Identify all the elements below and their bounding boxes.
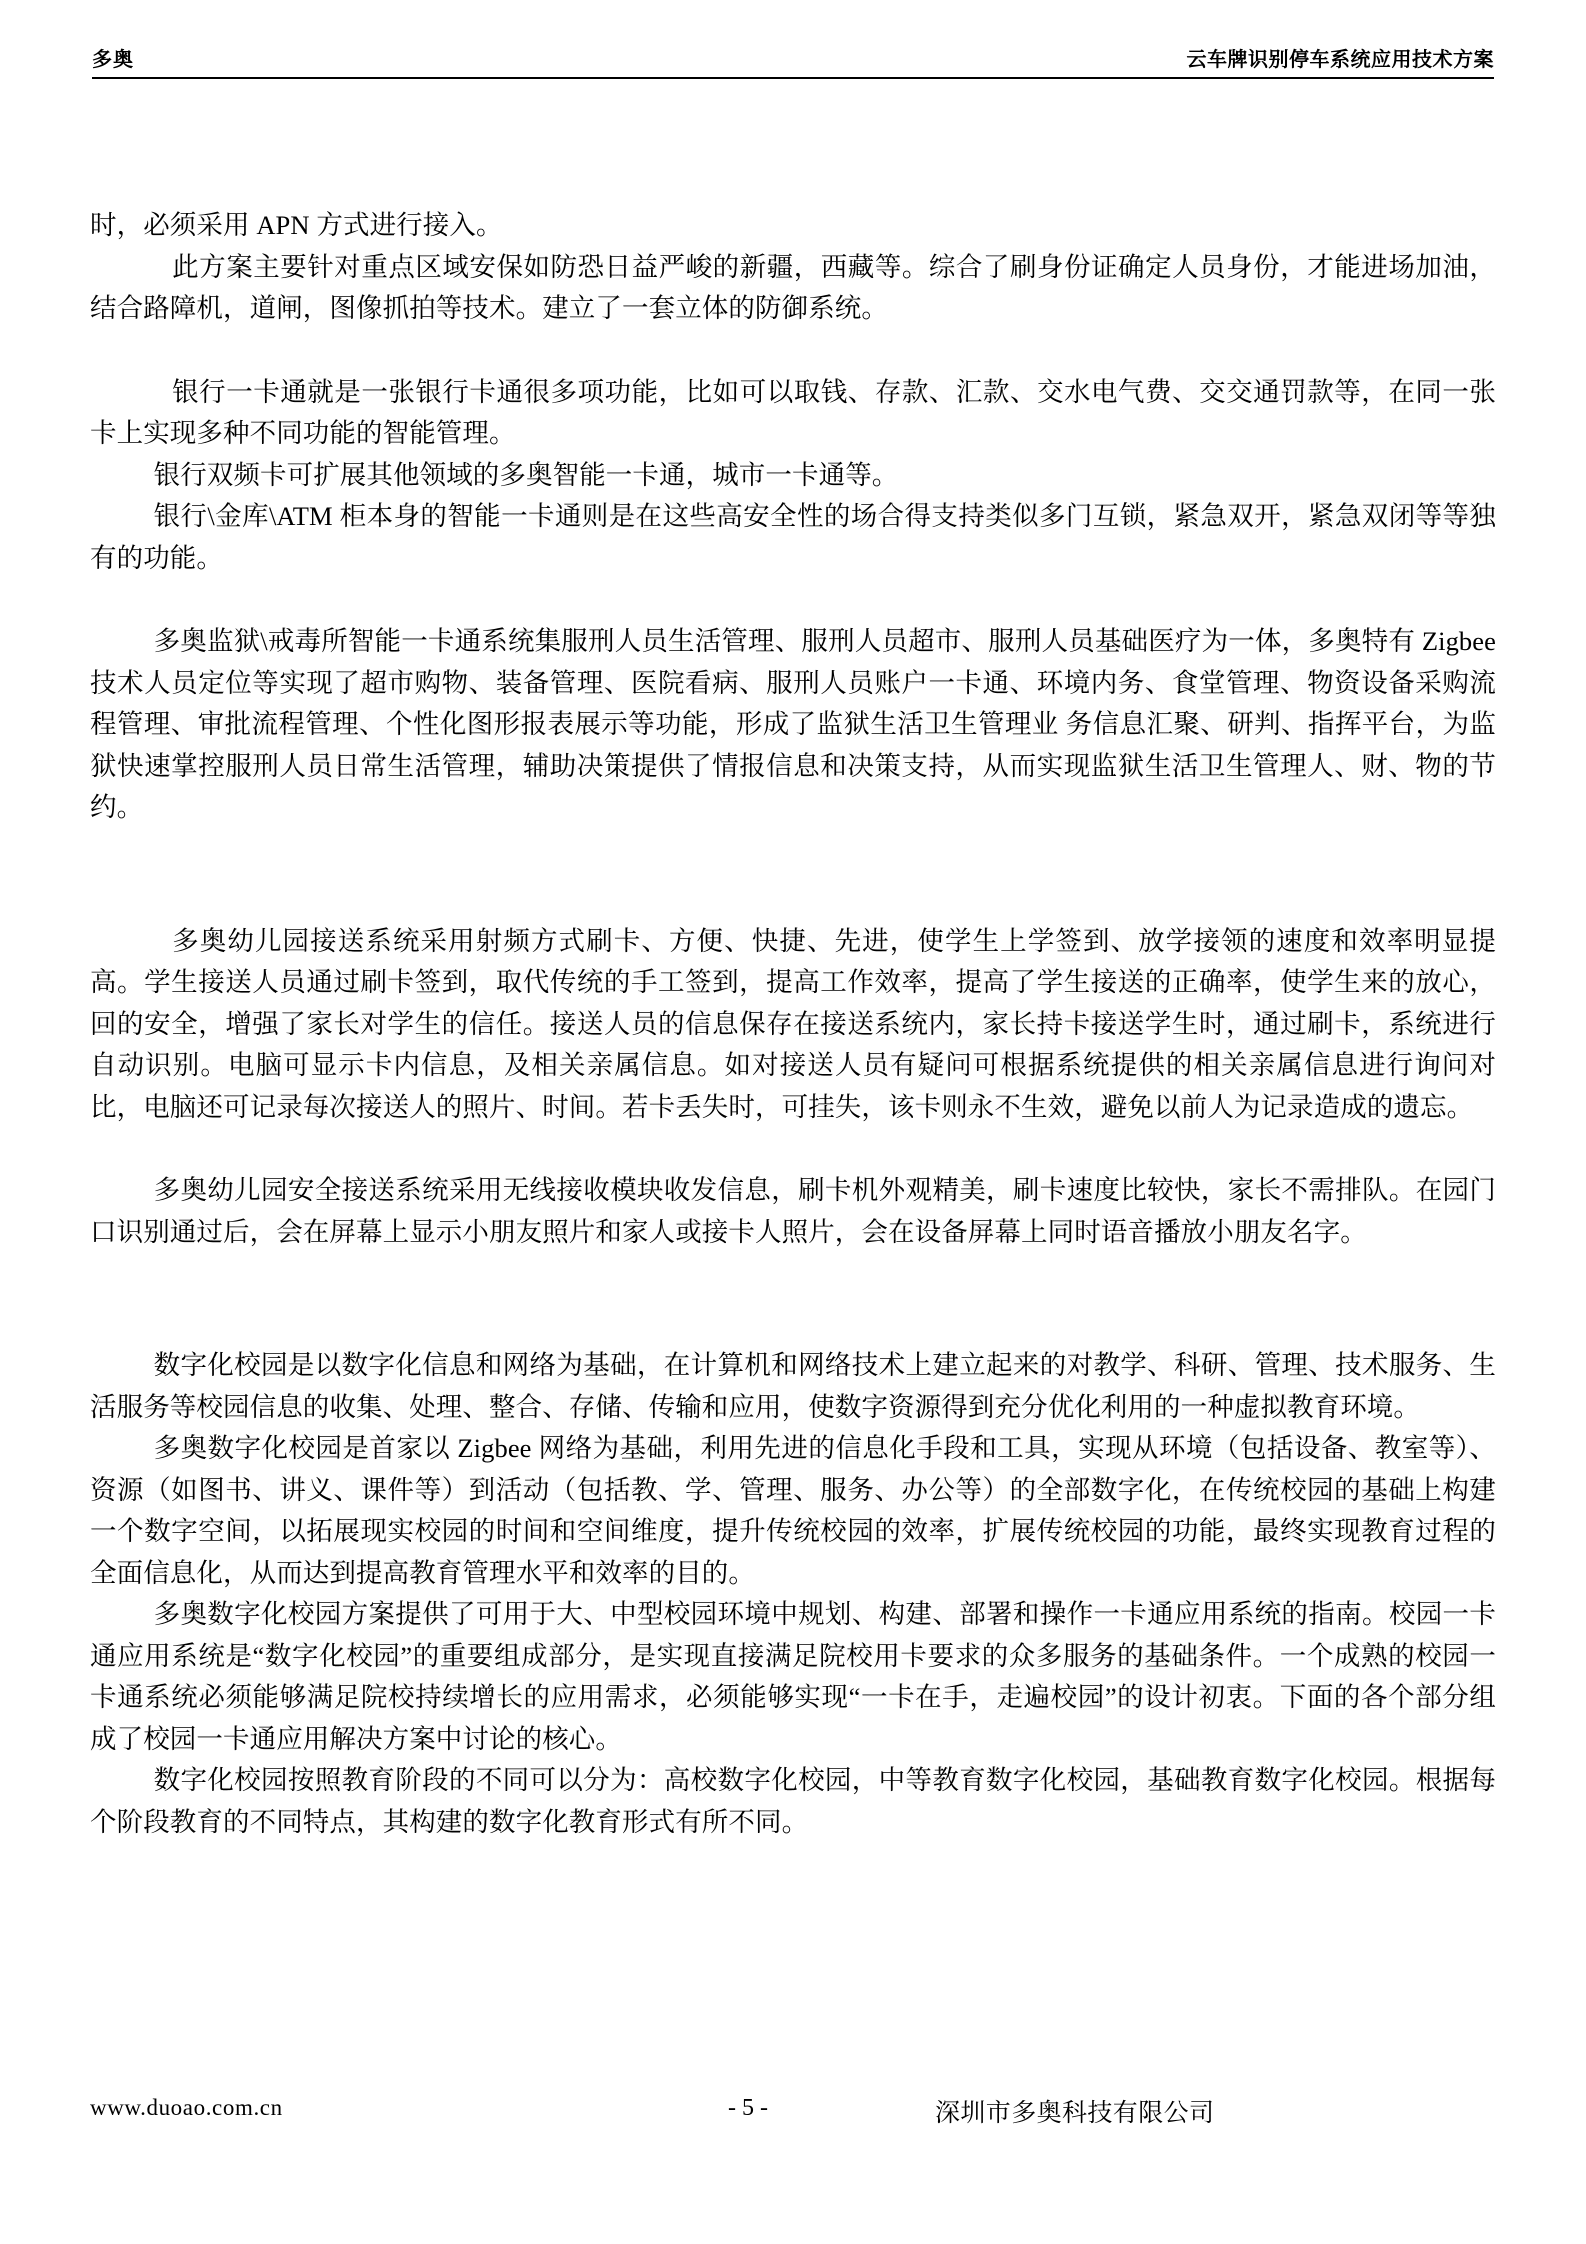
paragraph-spacer: [90, 330, 1496, 372]
paragraph-digital-campus-stages: 数字化校园按照教育阶段的不同可以分为：高校数字化校园，中等教育数字化校园，基础教育数字化校园。根据每个阶段教育的不同特点，其构建的数字化教育形式有所不同。: [90, 1765, 1496, 1837]
paragraph-dual-frequency-card: 银行双频卡可扩展其他领域的多奥智能一卡通，城市一卡通等。: [153, 459, 899, 490]
paragraph-digital-campus-zigbee: 多奥数字化校园是首家以 Zigbee 网络为基础，利用先进的信息化手段和工具，实现从环境（包括设备、教室等）、资源（如图书、讲义、课件等）到活动（包括教、学、管理、服务、办公等）的全部数字化，在传统校园的基础上构建一个数字空间，以拓展现实校园的时间和空间维度，提升传统校园的效率，扩展传统校园的功能，最终实现教育过程的全面信息化，从而达到提高教育管理水平和效率的目的。: [90, 1433, 1496, 1588]
footer-page-number: - 5 -: [728, 2095, 768, 2121]
paragraph-atm-vault-card: 银行\金库\ATM 柜本身的智能一卡通则是在这些高安全性的场合得支持类似多门互锁，紧急双开，紧急双闭等等独有的功能。: [90, 501, 1496, 573]
page-footer: [90, 2095, 1496, 2131]
paragraph-spacer: [90, 579, 1496, 621]
footer-website-url[interactable]: www.duoao.com.cn: [90, 2095, 283, 2120]
document-body: [90, 205, 1496, 1843]
page-header: [92, 48, 1494, 79]
paragraph-bank-card: 银行一卡通就是一张银行卡通很多项功能，比如可以取钱、存款、汇款、交水电气费、交交通罚款等，在同一张卡上实现多种不同功能的智能管理。: [90, 376, 1496, 448]
paragraph-continuation: 时，必须采用 APN 方式进行接入。: [90, 210, 503, 240]
paragraph-digital-campus-guide: 多奥数字化校园方案提供了可用于大、中型校园环境中规划、构建、部署和操作一卡通应用系统的指南。校园一卡通应用系统是“数字化校园”的重要组成部分，是实现直接满足院校用卡要求的众多服务的基础条件。一个成熟的校园一卡通系统必须能够满足院校持续增长的应用需求，必须能够实现“一卡在手，走遍校园”的设计初衷。下面的各个部分组成了校园一卡通应用解决方案中讨论的核心。: [90, 1599, 1496, 1754]
footer-company-name: 深圳市多奥科技有限公司: [935, 2098, 1215, 2127]
header-brand-label: 多奥: [92, 47, 134, 71]
paragraph-security-scope: 此方案主要针对重点区域安保如防恐日益严峻的新疆，西藏等。综合了刷身份证确定人员身份，才能进场加油，结合路障机，道闸，图像抓拍等技术。建立了一套立体的防御系统。: [90, 251, 1496, 323]
paragraph-spacer: [90, 829, 1496, 921]
paragraph-prison-system: 多奥监狱\戒毒所智能一卡通系统集服刑人员生活管理、服刑人员超市、服刑人员基础医疗为一体，多奥特有 Zigbee 技术人员定位等实现了超市购物、装备管理、医院看病、服刑人员账户一卡通、环境内务、食堂管理、物资设备采购流程管理、审批流程管理、个性化图形报表展示等功能，形成了监狱生活卫生管理业 务信息汇聚、研判、指挥平台，为监狱快速掌控服刑人员日常生活管理，辅助决策提供了情报信息和决策支持，从而实现监狱生活卫生管理人、财、物的节约。: [90, 626, 1496, 822]
paragraph-kindergarten-pickup: 多奥幼儿园接送系统采用射频方式刷卡、方便、快捷、先进，使学生上学签到、放学接领的速度和效率明显提高。学生接送人员通过刷卡签到，取代传统的手工签到，提高工作效率，提高了学生接送的正确率，使学生来的放心，回的安全，增强了家长对学生的信任。接送人员的信息保存在接送系统内，家长持卡接送学生时，通过刷卡，系统进行自动识别。电脑可显示卡内信息，及相关亲属信息。如对接送人员有疑问可根据系统提供的相关亲属信息进行询问对比，电脑还可记录每次接送人的照片、时间。若卡丢失时，可挂失，该卡则永不生效，避免以前人为记录造成的遗忘。: [90, 925, 1496, 1122]
paragraph-digital-campus-definition: 数字化校园是以数字化信息和网络为基础，在计算机和网络技术上建立起来的对教学、科研、管理、技术服务、生活服务等校园信息的收集、处理、整合、存储、传输和应用，使数字资源得到充分优化利用的一种虚拟教育环境。: [90, 1350, 1496, 1422]
paragraph-spacer: [90, 1253, 1496, 1345]
paragraph-spacer: [90, 1128, 1496, 1170]
paragraph-kindergarten-safety: 多奥幼儿园安全接送系统采用无线接收模块收发信息，刷卡机外观精美，刷卡速度比较快，家长不需排队。在园门口识别通过后，会在屏幕上显示小朋友照片和家人或接卡人照片，会在设备屏幕上同时语音播放小朋友名字。: [90, 1175, 1496, 1247]
header-document-title: 云车牌识别停车系统应用技术方案: [1186, 47, 1494, 71]
